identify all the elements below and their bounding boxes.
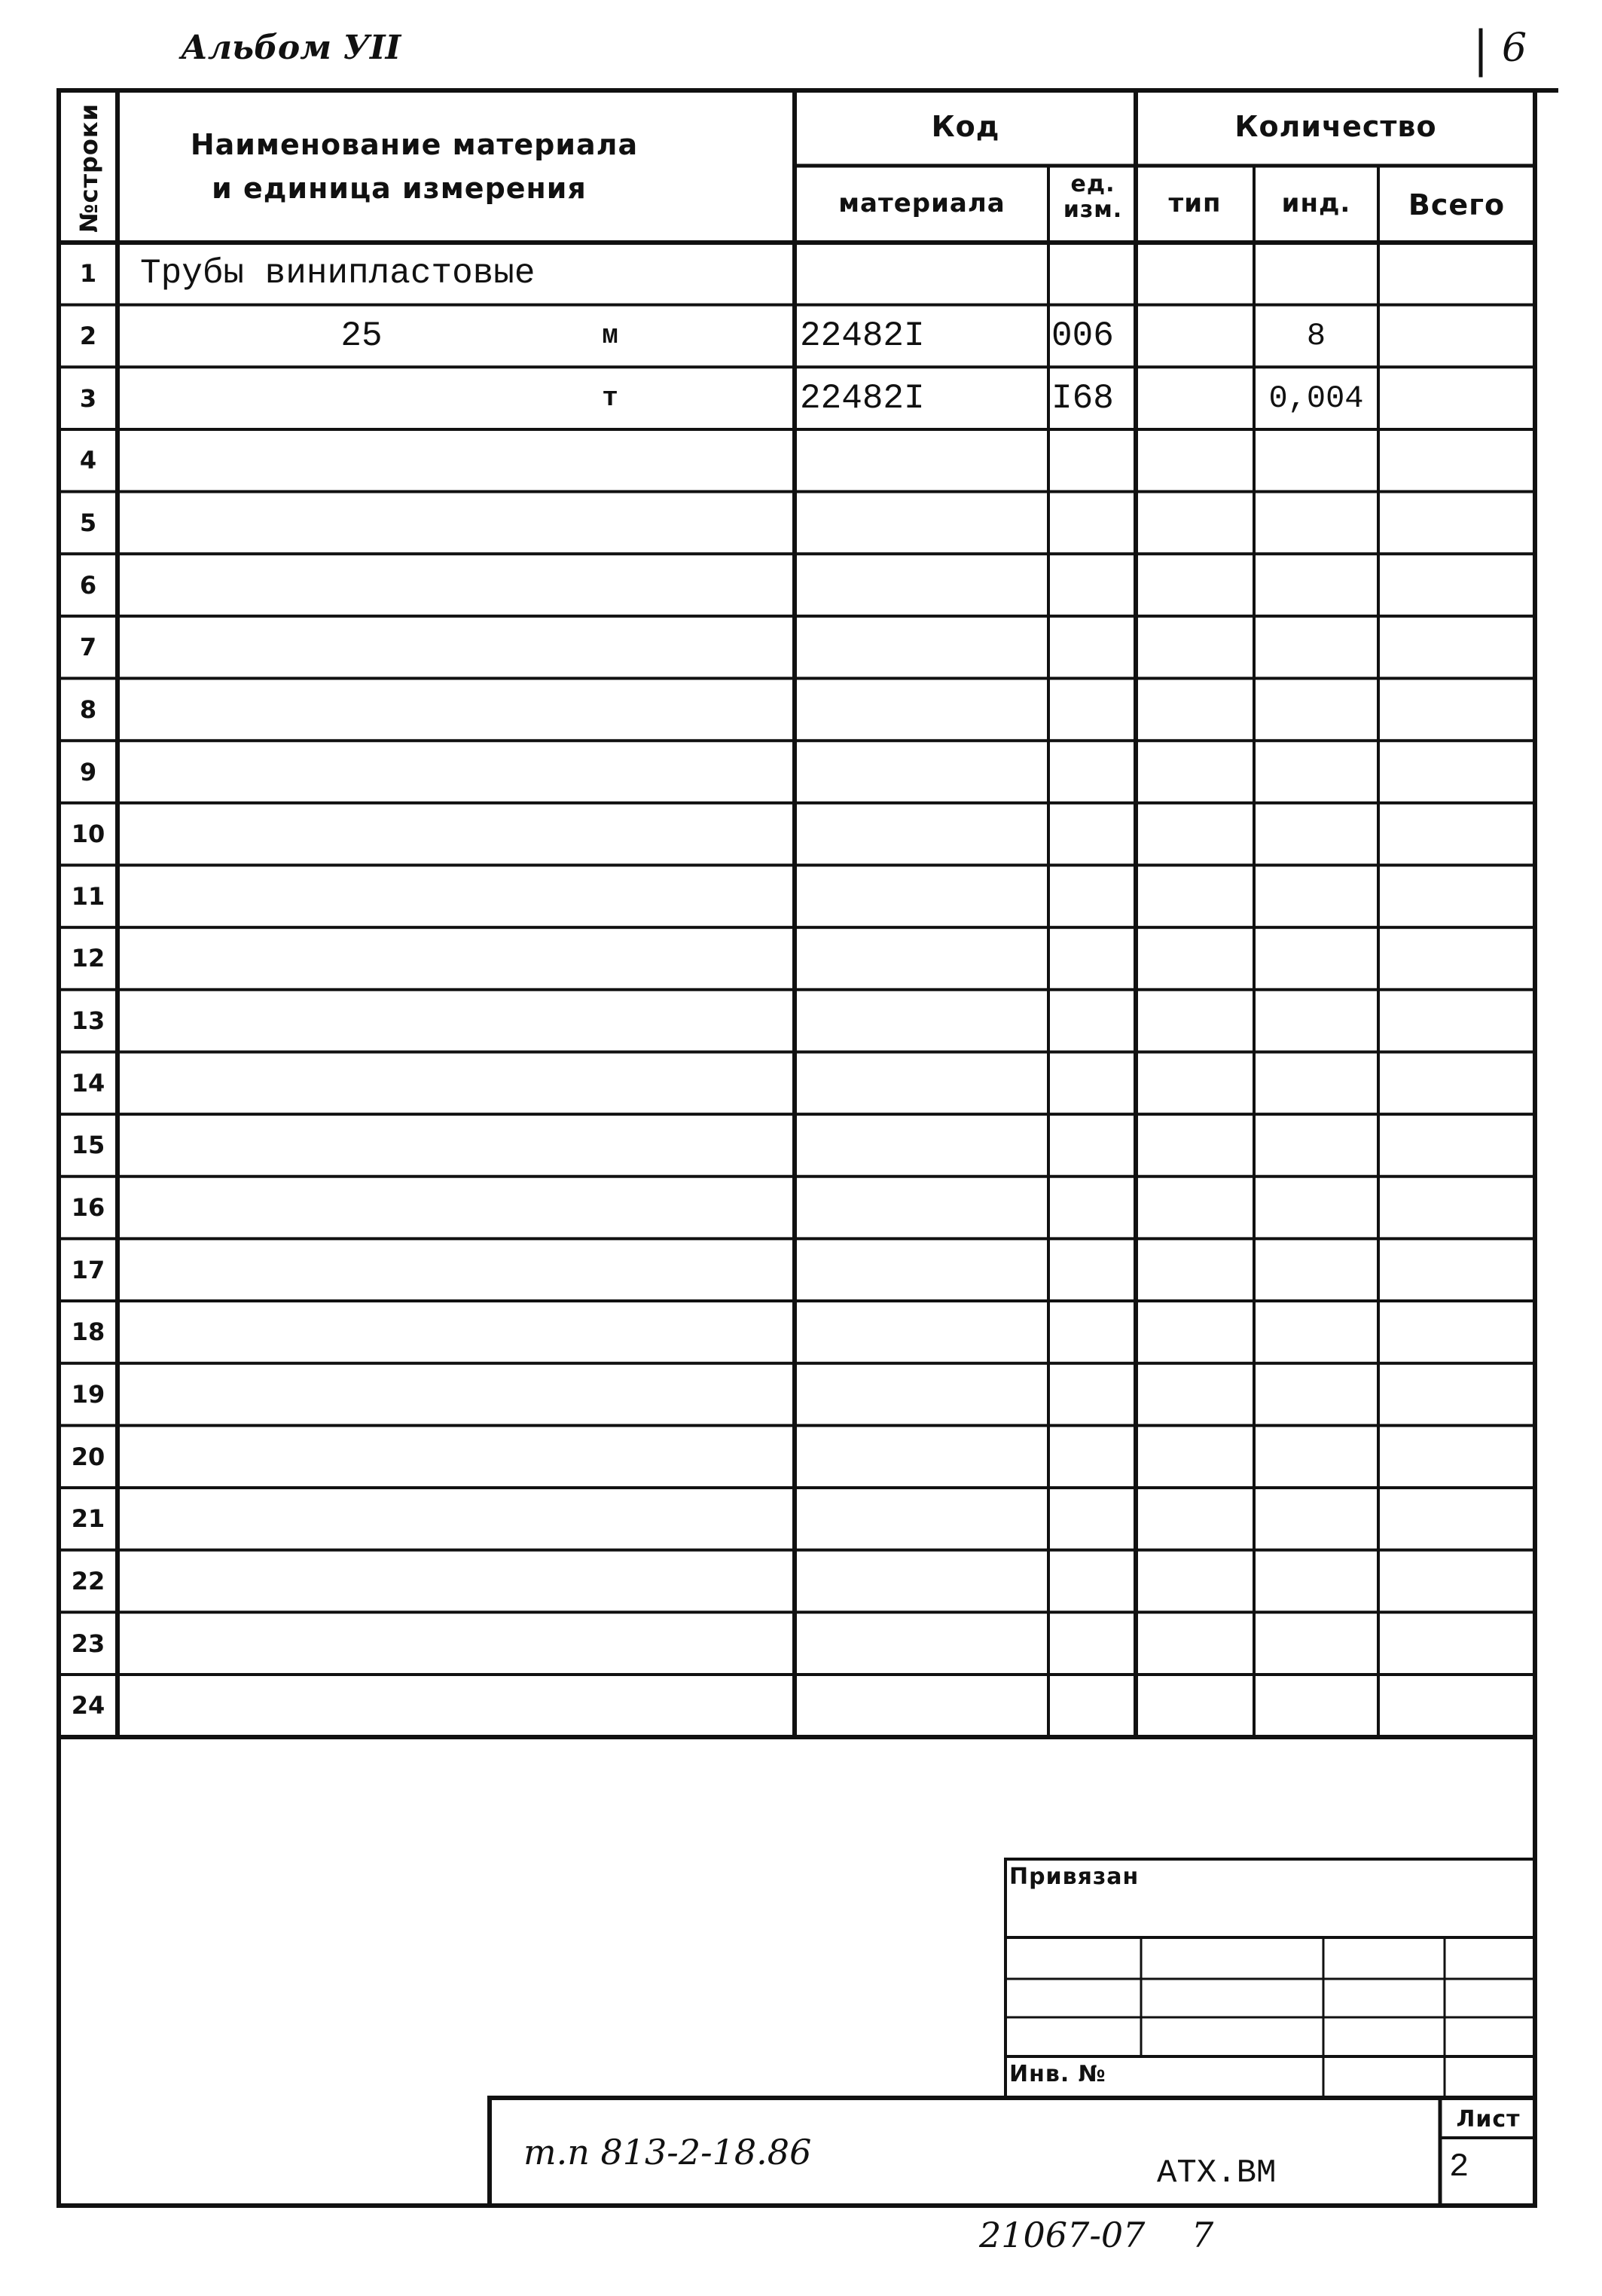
row-number: 16 — [71, 1193, 105, 1223]
qty-total — [1378, 616, 1535, 679]
qty-ind — [1254, 1675, 1378, 1737]
material-size — [286, 367, 437, 429]
row-number: 20 — [71, 1442, 105, 1471]
unit-code — [1051, 866, 1134, 928]
material-size — [286, 429, 437, 492]
qty-total — [1378, 1363, 1535, 1426]
qty-total — [1378, 1238, 1535, 1301]
qty-type — [1136, 367, 1254, 429]
unit-code — [1051, 1238, 1134, 1301]
material-code — [800, 1114, 1045, 1177]
unit-code — [1051, 1425, 1134, 1488]
qty-ind — [1254, 927, 1378, 990]
qty-total — [1378, 243, 1535, 305]
qty-total — [1378, 367, 1535, 429]
row-number: 15 — [71, 1131, 105, 1160]
unit-code — [1051, 1301, 1134, 1363]
table-row — [0, 1238, 1602, 1301]
qty-total — [1378, 866, 1535, 928]
table-row — [0, 1052, 1602, 1114]
row-number: 23 — [71, 1629, 105, 1658]
row-number: 9 — [79, 757, 97, 786]
material-code — [800, 1550, 1045, 1613]
table-row — [0, 1550, 1602, 1613]
material-unit: м — [602, 320, 618, 352]
row-number: 6 — [79, 570, 97, 600]
code-group-header: Код — [931, 110, 1000, 143]
material-unit — [580, 1425, 640, 1488]
qty-ind — [1254, 616, 1378, 679]
unit-code — [1051, 616, 1134, 679]
unit-code — [1051, 1550, 1134, 1613]
table-row — [0, 1612, 1602, 1675]
material-name — [140, 1114, 788, 1177]
material-size — [286, 492, 437, 554]
material-size — [286, 1612, 437, 1675]
album-title: Альбом УІІ — [181, 29, 401, 67]
material-size — [286, 740, 437, 803]
material-size — [286, 866, 437, 928]
material-unit — [580, 1177, 640, 1239]
table-row — [0, 492, 1602, 554]
qty-ind — [1254, 679, 1378, 741]
table-row — [0, 1488, 1602, 1550]
qty-total — [1378, 1114, 1535, 1177]
material-name — [140, 1612, 788, 1675]
material-code — [800, 429, 1045, 492]
material-name — [140, 1238, 788, 1301]
qty-type — [1136, 1177, 1254, 1239]
qty-ind — [1254, 990, 1378, 1052]
material-size — [286, 679, 437, 741]
material-name — [140, 1488, 788, 1550]
table-row — [0, 679, 1602, 741]
material-code — [800, 243, 1045, 305]
qty-total-header: Всего — [1408, 188, 1506, 221]
qty-ind — [1254, 1301, 1378, 1363]
material-name — [140, 1550, 788, 1613]
row-number: 22 — [71, 1566, 105, 1595]
qty-type — [1136, 1363, 1254, 1426]
material-unit — [580, 866, 640, 928]
qty-type — [1136, 1550, 1254, 1613]
qty-type — [1136, 616, 1254, 679]
material-size — [286, 990, 437, 1052]
material-code — [800, 554, 1045, 616]
material-name — [140, 927, 788, 990]
material-code — [800, 616, 1045, 679]
table-row — [0, 927, 1602, 990]
code-unit-header-line1: ед. — [1070, 171, 1115, 197]
unit-code — [1051, 554, 1134, 616]
qty-ind — [1254, 1052, 1378, 1114]
material-unit — [580, 740, 640, 803]
material-unit — [580, 554, 640, 616]
qty-ind — [1254, 1114, 1378, 1177]
material-unit — [580, 803, 640, 866]
row-number: 19 — [71, 1380, 105, 1409]
unit-code — [1051, 927, 1134, 990]
qty-type — [1136, 927, 1254, 990]
qty-total — [1378, 492, 1535, 554]
qty-ind — [1254, 1550, 1378, 1613]
material-unit — [580, 1052, 640, 1114]
qty-total — [1378, 927, 1535, 990]
material-name — [140, 554, 788, 616]
qty-type — [1136, 990, 1254, 1052]
material-code — [800, 1675, 1045, 1737]
row-number: 24 — [71, 1691, 105, 1720]
qty-type — [1136, 429, 1254, 492]
order-suffix: 7 — [1192, 2215, 1214, 2255]
qty-ind — [1254, 243, 1378, 305]
row-number: 8 — [79, 695, 97, 724]
unit-code — [1051, 243, 1134, 305]
qty-ind — [1254, 803, 1378, 866]
row-number: 7 — [79, 633, 97, 662]
inv-no-label: Инв. № — [1009, 2061, 1106, 2087]
material-name — [140, 1177, 788, 1239]
qty-type — [1136, 1114, 1254, 1177]
unit-code — [1051, 1177, 1134, 1239]
material-name — [140, 1301, 788, 1363]
qty-total — [1378, 1052, 1535, 1114]
table-row — [0, 554, 1602, 616]
row-number: 21 — [71, 1504, 105, 1534]
qty-ind: 8 — [1306, 317, 1326, 354]
material-unit — [580, 429, 640, 492]
qty-ind: 0,004 — [1268, 380, 1364, 417]
material-size — [286, 927, 437, 990]
material-name — [140, 803, 788, 866]
qty-total — [1378, 740, 1535, 803]
material-size — [286, 1363, 437, 1426]
material-size — [286, 1114, 437, 1177]
qty-type — [1136, 1301, 1254, 1363]
row-number: 14 — [71, 1068, 105, 1098]
material-unit: т — [602, 383, 618, 414]
row-number: 2 — [79, 321, 97, 350]
material-size — [286, 1675, 437, 1737]
material-unit — [580, 243, 640, 305]
qty-ind — [1254, 866, 1378, 928]
material-name — [140, 367, 788, 429]
qty-total — [1378, 990, 1535, 1052]
qty-ind-header: инд. — [1281, 188, 1351, 218]
material-unit — [580, 1488, 640, 1550]
qty-total — [1378, 1488, 1535, 1550]
row-number: 5 — [79, 508, 97, 537]
material-name — [140, 1675, 788, 1737]
unit-code — [1051, 679, 1134, 741]
row-number: 17 — [71, 1255, 105, 1284]
qty-total — [1378, 305, 1535, 368]
table-row — [0, 305, 1602, 368]
material-size — [286, 1052, 437, 1114]
qty-type — [1136, 866, 1254, 928]
qty-ind — [1254, 1425, 1378, 1488]
qty-ind — [1254, 492, 1378, 554]
row-number-header: №строки — [75, 102, 104, 234]
table-row — [0, 990, 1602, 1052]
qty-type — [1136, 679, 1254, 741]
material-name — [140, 1425, 788, 1488]
qty-type — [1136, 492, 1254, 554]
qty-total — [1378, 679, 1535, 741]
material-code — [800, 803, 1045, 866]
unit-code — [1051, 1114, 1134, 1177]
material-name — [140, 616, 788, 679]
qty-total — [1378, 803, 1535, 866]
qty-type — [1136, 554, 1254, 616]
material-code — [800, 740, 1045, 803]
qty-ind — [1254, 1488, 1378, 1550]
row-number: 12 — [71, 944, 105, 973]
qty-ind — [1254, 1363, 1378, 1426]
material-name — [140, 679, 788, 741]
page-mark: 6 — [1502, 26, 1527, 71]
qty-total — [1378, 1612, 1535, 1675]
qty-type-header: тип — [1168, 188, 1222, 218]
unit-code: І68 — [1051, 378, 1114, 418]
table-row — [0, 1425, 1602, 1488]
qty-type — [1136, 1238, 1254, 1301]
material-size — [286, 616, 437, 679]
row-number: 11 — [71, 881, 105, 911]
table-row — [0, 1177, 1602, 1239]
row-number: 3 — [79, 383, 97, 413]
material-name — [140, 740, 788, 803]
document-code: АТХ.ВМ — [1157, 2154, 1277, 2192]
qty-ind — [1254, 1238, 1378, 1301]
material-unit — [580, 1675, 640, 1737]
qty-type — [1136, 1675, 1254, 1737]
qty-type — [1136, 243, 1254, 305]
qty-ind — [1254, 429, 1378, 492]
qty-ind — [1254, 554, 1378, 616]
unit-code — [1051, 990, 1134, 1052]
material-unit — [580, 679, 640, 741]
table-row — [0, 1363, 1602, 1426]
unit-code — [1051, 492, 1134, 554]
qty-type — [1136, 1488, 1254, 1550]
table-row — [0, 1301, 1602, 1363]
material-code: 22482І — [800, 378, 925, 418]
name-header-line2: и единица измерения — [212, 172, 587, 205]
material-size — [286, 803, 437, 866]
material-code — [800, 1425, 1045, 1488]
code-material-header: материала — [838, 188, 1005, 218]
material-unit — [580, 927, 640, 990]
material-size — [286, 1301, 437, 1363]
row-number: 13 — [71, 1006, 105, 1036]
table-row — [0, 1114, 1602, 1177]
qty-total — [1378, 1425, 1535, 1488]
material-code — [800, 1612, 1045, 1675]
material-unit — [580, 1301, 640, 1363]
material-unit — [580, 1550, 640, 1613]
order-number: 21067-07 — [979, 2215, 1146, 2255]
unit-code: 006 — [1051, 316, 1114, 356]
unit-code — [1051, 1612, 1134, 1675]
material-size — [286, 1238, 437, 1301]
row-number: 10 — [71, 820, 105, 849]
qty-total — [1378, 554, 1535, 616]
material-code — [800, 679, 1045, 741]
qty-type — [1136, 1612, 1254, 1675]
sheet-number: 2 — [1449, 2148, 1469, 2186]
material-unit — [580, 990, 640, 1052]
privyazan-label: Привязан — [1009, 1864, 1140, 1890]
unit-code — [1051, 1052, 1134, 1114]
material-code — [800, 1052, 1045, 1114]
qty-total — [1378, 429, 1535, 492]
sheet-label: Лист — [1456, 2106, 1521, 2133]
material-name — [140, 1363, 788, 1426]
material-size — [286, 1425, 437, 1488]
material-code — [800, 1488, 1045, 1550]
material-size — [286, 1550, 437, 1613]
qty-total — [1378, 1550, 1535, 1613]
row-number: 1 — [79, 259, 97, 289]
material-name — [140, 990, 788, 1052]
row-number: 18 — [71, 1317, 105, 1347]
table-row — [0, 740, 1602, 803]
table-row — [0, 866, 1602, 928]
unit-code — [1051, 740, 1134, 803]
material-code — [800, 492, 1045, 554]
unit-code — [1051, 429, 1134, 492]
unit-code — [1051, 1363, 1134, 1426]
material-unit — [580, 1612, 640, 1675]
unit-code — [1051, 803, 1134, 866]
qty-total — [1378, 1675, 1535, 1737]
material-unit — [580, 1238, 640, 1301]
row-number: 4 — [79, 446, 97, 475]
material-name: Трубы винипластовые — [140, 254, 536, 294]
material-code — [800, 866, 1045, 928]
material-unit — [580, 616, 640, 679]
material-unit — [580, 1114, 640, 1177]
material-size — [286, 1488, 437, 1550]
material-name — [140, 305, 788, 368]
material-code — [800, 1238, 1045, 1301]
qty-ind — [1254, 1177, 1378, 1239]
table-row — [0, 616, 1602, 679]
material-code — [800, 927, 1045, 990]
code-unit-header-line2: изм. — [1063, 197, 1123, 223]
qty-type — [1136, 1425, 1254, 1488]
material-code — [800, 990, 1045, 1052]
table-row — [0, 1675, 1602, 1737]
table-row — [0, 367, 1602, 429]
standard-project-number: т.п 813-2-18.86 — [523, 2132, 812, 2172]
material-name — [140, 492, 788, 554]
material-size — [286, 243, 437, 305]
qty-total — [1378, 1301, 1535, 1363]
material-name — [140, 1052, 788, 1114]
table-row — [0, 243, 1602, 305]
material-code — [800, 1363, 1045, 1426]
material-name — [140, 429, 788, 492]
qty-ind — [1254, 1612, 1378, 1675]
material-size: 25 — [340, 316, 383, 356]
qty-group-header: Количество — [1234, 110, 1437, 143]
qty-type — [1136, 803, 1254, 866]
material-size — [286, 554, 437, 616]
material-code: 22482І — [800, 316, 925, 356]
material-code — [800, 1301, 1045, 1363]
material-unit — [580, 492, 640, 554]
table-row — [0, 429, 1602, 492]
qty-type — [1136, 1052, 1254, 1114]
qty-type — [1136, 305, 1254, 368]
qty-total — [1378, 1177, 1535, 1239]
qty-type — [1136, 740, 1254, 803]
name-header-line1: Наименование материала — [190, 128, 639, 161]
material-code — [800, 1177, 1045, 1239]
material-name — [140, 866, 788, 928]
unit-code — [1051, 1488, 1134, 1550]
table-row — [0, 803, 1602, 866]
material-unit — [580, 1363, 640, 1426]
unit-code — [1051, 1675, 1134, 1737]
qty-ind — [1254, 740, 1378, 803]
material-size — [286, 1177, 437, 1239]
